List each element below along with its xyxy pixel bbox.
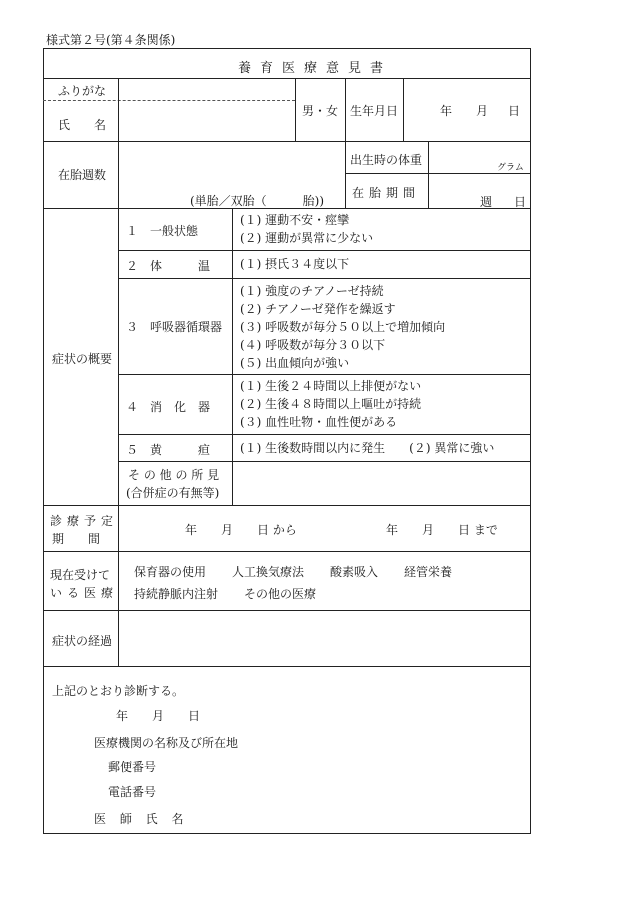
rule xyxy=(118,461,531,462)
birth-type: (単胎／双胎（ 胎)) xyxy=(190,194,325,208)
symptom-2-items xyxy=(240,255,349,273)
other-findings-label: そ の 他 の 所 見 xyxy=(128,468,220,482)
dob-label: 生年月日 xyxy=(350,104,399,118)
phone-label: 電話番号 xyxy=(108,785,157,799)
furigana-label: ふりがな xyxy=(58,84,107,98)
symptoms-label: 症状の概要 xyxy=(52,352,113,366)
rule xyxy=(43,78,531,79)
symptom-2-label: ２ 体 温 xyxy=(126,259,211,273)
care-option: 保育器の使用 xyxy=(134,565,207,579)
other-findings-note: (合併症の有無等) xyxy=(126,486,220,500)
symptom-item: (１) 運動不安・痙攣 xyxy=(240,213,350,227)
gram-unit: グラム xyxy=(497,163,524,173)
week-unit: 週 xyxy=(480,195,493,209)
gender-label: 男・女 xyxy=(302,104,339,118)
rule xyxy=(118,78,119,666)
rule xyxy=(118,374,531,375)
rule xyxy=(345,78,346,208)
rule xyxy=(232,208,233,505)
rule xyxy=(43,141,531,142)
symptom-item: (３) 呼吸数が毎分５０以上で増加傾向 xyxy=(240,320,446,334)
dob-month: 月 xyxy=(476,104,489,118)
rule xyxy=(428,141,429,208)
rule xyxy=(118,278,531,279)
current-care-label: 現在受けて xyxy=(50,568,111,582)
form-title: 養育医療意見書 xyxy=(237,61,392,76)
form-number: 様式第２号(第４条関係) xyxy=(46,33,176,47)
dob-year: 年 xyxy=(440,104,453,118)
symptom-item: (２) チアノーゼ発作を繰返す xyxy=(240,302,396,316)
rule xyxy=(43,551,531,552)
symptom-item: (１) 摂氏３４度以下 xyxy=(240,257,350,271)
gestation-label: 在胎週数 xyxy=(58,168,107,182)
symptom-4-label: ４ 消 化 器 xyxy=(126,400,211,414)
diagnosis-statement: 上記のとおり診断する。 xyxy=(52,684,185,698)
doctor-label: 医 師 氏 名 xyxy=(94,812,189,826)
symptom-1-items xyxy=(240,211,373,247)
symptom-5-label: ５ 黄 疸 xyxy=(126,443,211,457)
progress-label: 症状の経過 xyxy=(52,634,113,648)
dob-day: 日 xyxy=(508,104,521,118)
birth-weight-label: 出生時の体重 xyxy=(350,153,423,167)
rule xyxy=(345,173,531,174)
postal-label: 郵便番号 xyxy=(108,760,157,774)
symptom-3-items xyxy=(240,282,445,372)
care-option: 経管栄養 xyxy=(404,565,453,579)
period-to: 年 月 日 まで xyxy=(386,523,498,537)
care-option: その他の医療 xyxy=(244,587,317,601)
rule xyxy=(403,78,404,141)
symptom-3-label: ３ 呼吸器循環器 xyxy=(126,320,223,334)
symptom-item: (５) 出血傾向が強い xyxy=(240,356,350,370)
symptom-5-items xyxy=(240,439,494,457)
rule xyxy=(43,666,531,667)
rule xyxy=(43,610,531,611)
day-unit: 日 xyxy=(514,195,527,209)
name-label: 氏 名 xyxy=(58,118,107,132)
period-from: 年 月 日 から xyxy=(185,523,297,537)
care-option: 持続静脈内注射 xyxy=(134,587,219,601)
symptom-item: (２) 生後４８時間以上嘔吐が持続 xyxy=(240,397,422,411)
symptom-4-items xyxy=(240,377,421,431)
care-option: 酸素吸入 xyxy=(330,565,379,579)
care-option: 人工換気療法 xyxy=(232,565,305,579)
symptom-item: (２) 運動が異常に少ない xyxy=(240,231,374,245)
rule xyxy=(118,250,531,251)
symptom-item: (３) 血性吐物・血性便がある xyxy=(240,415,398,429)
current-care-label: いる医療 xyxy=(50,586,119,600)
gestation-period-label: 在胎期間 xyxy=(352,186,421,200)
treatment-period-label: 診療予定 xyxy=(50,514,119,528)
treatment-period-label: 期 間 xyxy=(52,532,101,546)
symptom-item: (１) 強度のチアノーゼ持続 xyxy=(240,284,384,298)
symptom-item: (４) 呼吸数が毎分３０以下 xyxy=(240,338,386,352)
sign-date: 年 月 日 xyxy=(116,709,201,723)
rule xyxy=(118,434,531,435)
rule xyxy=(295,78,296,141)
rule xyxy=(43,100,295,101)
symptom-1-label: １ 一般状態 xyxy=(126,224,199,238)
rule xyxy=(43,505,531,506)
institution-label: 医療機関の名称及び所在地 xyxy=(94,736,239,750)
symptom-item: (１) 生後２４時間以上排便がない xyxy=(240,379,422,393)
symptom-item: (１) 生後数時間以内に発生 (２) 異常に強い xyxy=(240,441,495,455)
